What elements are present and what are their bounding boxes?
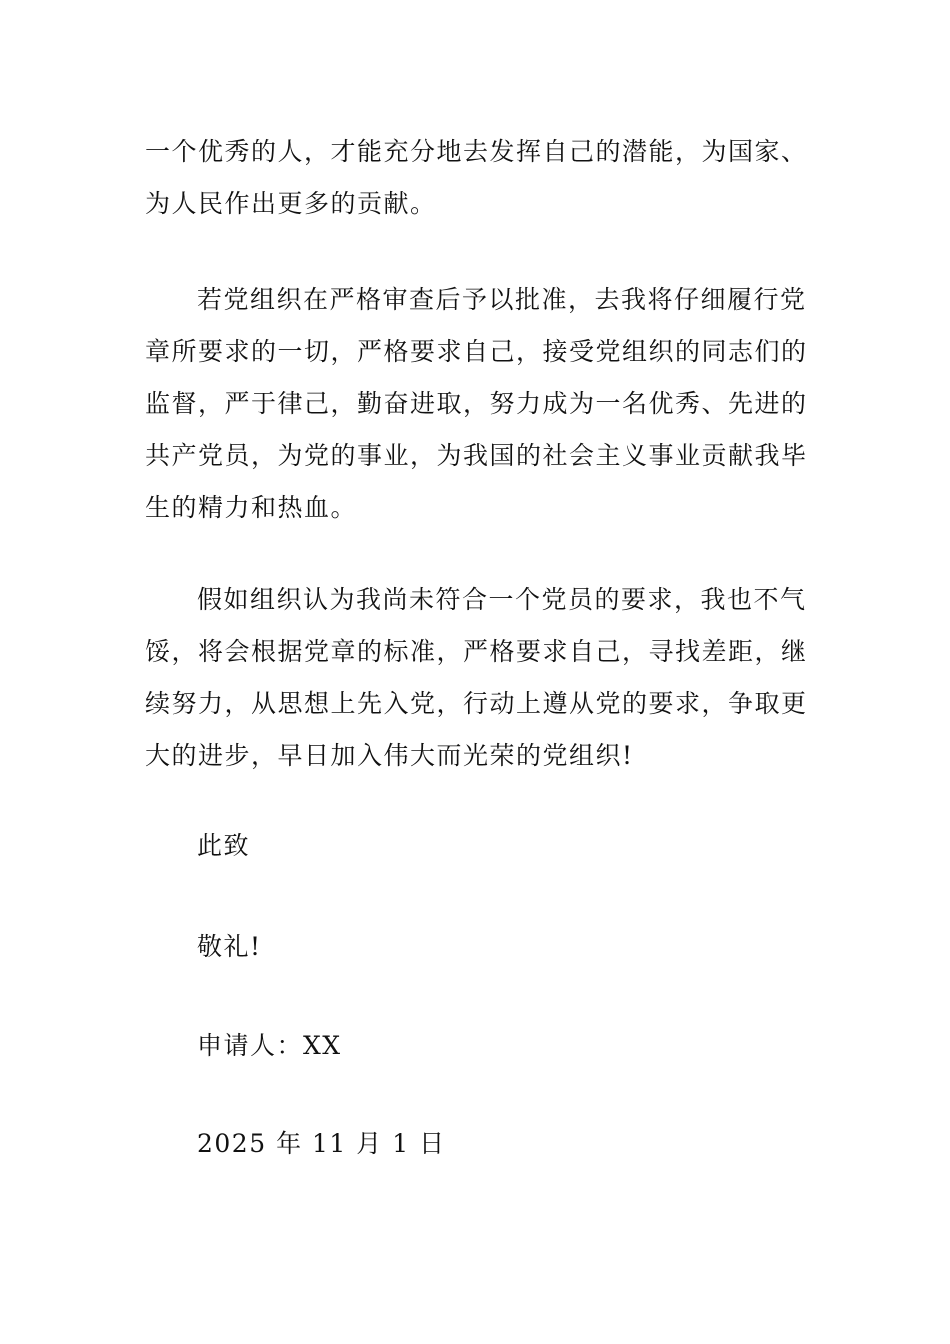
paragraph-2 (145, 274, 810, 534)
closing-text: 此致 (197, 831, 251, 860)
paragraph-3-line-3: 续努力，从思想上先入党，行动上遵从党的要求，争取更 (145, 689, 808, 718)
paragraph-3-line-1: 假如组织认为我尚未符合一个党员的要求，我也不气 (197, 585, 807, 614)
applicant-name: 申请人：XX (197, 1031, 342, 1060)
paragraph-2-line-1: 若党组织在严格审查后予以批准，去我将仔细履行党 (197, 285, 807, 314)
paragraph-3 (145, 574, 810, 782)
paragraph-2-line-5: 生的精力和热血。 (145, 493, 358, 522)
paragraph-1-line-2: 为人民作出更多的贡献。 (145, 189, 437, 218)
paragraph-2-line-3: 监督，严于律己，勤奋进取，努力成为一名优秀、先进的 (145, 389, 808, 418)
paragraph-3-line-4: 大的进步，早日加入伟大而光荣的党组织! (145, 741, 634, 770)
paragraph-1-line-1: 一个优秀的人，才能充分地去发挥自己的潜能，为国家、 (145, 137, 808, 166)
paragraph-3-line-2: 馁，将会根据党章的标准，严格要求自己，寻找差距，继 (145, 637, 808, 666)
application-date: 2025 年 11 月 1 日 (197, 1129, 446, 1158)
paragraph-2-line-2: 章所要求的一切，严格要求自己，接受党组织的同志们的 (145, 337, 808, 366)
paragraph-2-line-4: 共产党员，为党的事业，为我国的社会主义事业贡献我毕 (145, 441, 808, 470)
salutation-text: 敬礼! (197, 932, 262, 961)
paragraph-1 (145, 126, 810, 230)
